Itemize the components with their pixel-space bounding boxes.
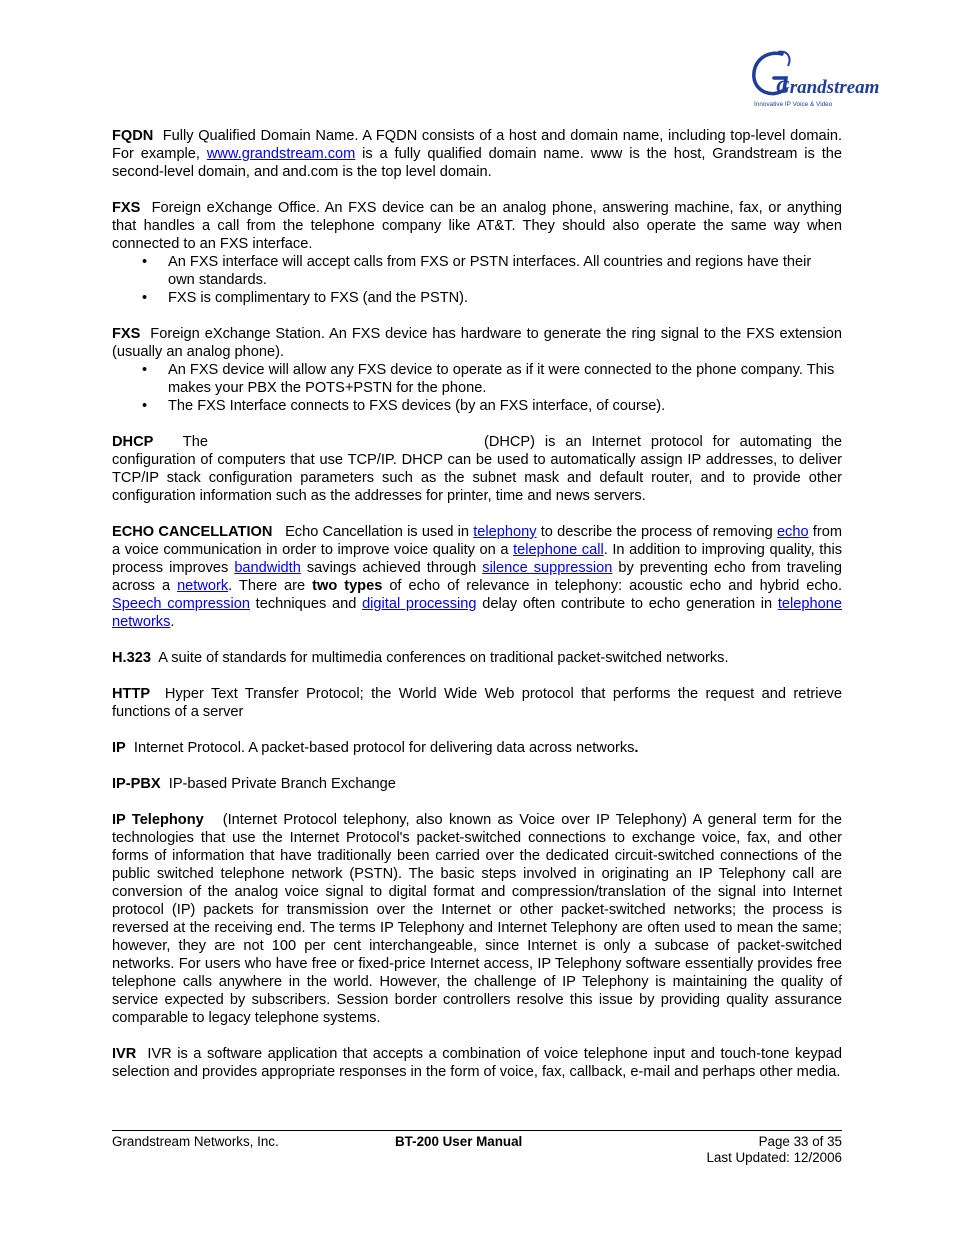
fxo-bullet-list [112,253,842,307]
h323-text: A suite of standards for multimedia conferences on traditional packet-switched networks. [158,650,729,666]
fxs-bullet-list [112,361,842,415]
entry-fxo [112,199,842,307]
term-ivr: IVR [112,1046,137,1062]
echo-text: . [170,614,175,630]
term-ip-pbx: IP-PBX [112,776,161,792]
term-fxo: FXS [112,200,141,216]
footer-page-info [706,1134,842,1166]
echo-bold-two-types: two types [312,578,383,594]
entry-fxs [112,325,842,415]
dhcp-text-2: (DHCP) is an Internet protocol for automating the configuration of computers that use TCP/IP. DHCP can be used to automatically assign IP addresses, to deliver TCP/IP stack configuration parameters such as the subnet mask and default router, and to provide other configuration information such as the addresses for printer, time and news servers. [112,434,842,504]
fxo-text: Foreign eXchange Office. An FXS device can be an analog phone, answering machine, fax, or anything that handles a call from the telephone company like AT&T. They should also operate the same way when connected to an FXS interface. [112,200,843,252]
list-item: • An FXS interface will accept calls from FXS or PSTN interfaces. All countries and regions have their own standards. [168,253,842,289]
entry-ip-pbx [112,775,842,793]
ivr-text: IVR is a software application that accepts a combination of voice telephone input and touch-tone keypad selection and provides appropriate responses in the form of voice, fax, callback, e-mail and perhaps other media. [112,1046,843,1080]
ip-pbx-text: IP-based Private Branch Exchange [168,776,396,792]
echo-text: delay often contribute to echo generation in [476,596,778,612]
entry-dhcp [112,433,842,505]
entry-h323 [112,649,842,667]
entry-fqdn [112,127,842,181]
page-footer [112,1130,842,1165]
entry-ip [112,739,842,757]
footer-page-number: Page 33 of 35 [758,1134,842,1149]
entry-http [112,685,842,721]
echo-text: from a voice communication in order to improve voice quality on a [112,524,842,558]
term-ip: IP [112,740,126,756]
echo-text: savings achieved through [300,560,483,576]
dhcp-text-1: The [182,434,208,450]
echo-text: by preventing echo from traveling across a [112,560,842,594]
term-fxs: FXS [112,326,141,342]
link-telephony[interactable]: telephony [473,524,537,540]
glossary-content [112,127,842,1099]
term-ip-telephony: IP Telephony [112,812,204,828]
grandstream-logo [748,48,880,110]
logo-wordmark: Grandstream [776,77,880,98]
echo-text: of echo of relevance in telephony: acoustic echo and hybrid echo. [382,578,843,594]
echo-text: . There are [228,578,313,594]
list-item: • The FXS Interface connects to FXS devices (by an FXS interface, of course). [168,397,842,415]
ip-text: Internet Protocol. A packet-based protocol for delivering data across networks [133,740,635,756]
entry-echo-cancellation [112,523,842,631]
echo-text: to describe the process of removing [536,524,777,540]
link-silence-suppression[interactable]: silence suppression [482,560,613,576]
http-text: Hyper Text Transfer Protocol; the World Wide Web protocol that performs the request and retrieve functions of a server [112,686,842,720]
list-item: • FXS is complimentary to FXS (and the PSTN). [168,289,842,307]
term-dhcp: DHCP [112,434,154,450]
fqdn-text-2: is a fully qualified domain name. www is the host, Grandstream is the second-level domain, and and.com is the top level domain. [112,146,842,180]
link-grandstream-com[interactable]: www.grandstream.com [206,146,356,162]
link-echo[interactable]: echo [776,524,809,540]
link-bandwidth[interactable]: bandwidth [234,560,301,576]
logo-tagline: Innovative IP Voice & Video [754,101,833,108]
fxs-text: Foreign eXchange Station. An FXS device has hardware to generate the ring signal to the FXS extension (usually an analog phone). [112,326,843,360]
ip-text-end: . [634,740,639,756]
echo-text: . In addition to improving quality, this process improves [112,542,842,576]
link-speech-compression[interactable]: Speech compression [112,596,250,612]
entry-ivr [112,1045,842,1081]
fqdn-text-1: Fully Qualified Domain Name. A FQDN consists of a host and domain name, including top-level domain. For example, [112,128,843,162]
term-fqdn: FQDN [112,128,154,144]
footer-company: Grandstream Networks, Inc. [112,1134,279,1149]
entry-ip-telephony [112,811,842,1027]
echo-text: Echo Cancellation is used in [285,524,474,540]
link-network[interactable]: network [177,578,229,594]
ip-telephony-text: (Internet Protocol telephony, also known as Voice over IP Telephony) A general term for the technologies that use the Internet Protocol's packet-switched connections to exchange voice, fax, and other forms of information that have traditionally been carried over the dedicated circuit-switched connections of the public switched telephone network (PSTN). The basic steps involved in originating an IP Telephony call are conversion of the analog voice signal to digital format and compression/translation of the signal into Internet protocol (IP) packets for transmission over the Internet or other packet-switched networks; the process is reversed at the receiving end. The terms IP Telephony and Internet Telephony are often used to mean the same; however, they are not 100 per cent interchangeable, since Internet is only a subcase of packet-switched networks. For users who have free or fixed-price Internet access, IP Telephony software essentially provides free telephone calls anywhere in the world. However, the challenge of IP Telephony is maintaining the quality of service expected by subscribers. Session border controllers resolve this issue by providing quality assurance comparable to legacy telephone systems. [112,812,842,1026]
footer-manual-title: BT-200 User Manual [395,1134,523,1149]
footer-last-updated: Last Updated: 12/2006 [706,1150,842,1165]
link-telephone-call[interactable]: telephone call [513,542,604,558]
term-http: HTTP [112,686,151,702]
link-telephone-networks[interactable]: telephone networks [112,596,842,630]
echo-text: techniques and [249,596,363,612]
term-h323: H.323 [112,650,151,666]
term-echo-cancellation: ECHO CANCELLATION [112,524,273,540]
list-item: • An FXS device will allow any FXS device to operate as if it were connected to the phone company. This makes your PBX the POTS+PSTN for the phone. [168,361,842,397]
link-digital-processing[interactable]: digital processing [362,596,477,612]
